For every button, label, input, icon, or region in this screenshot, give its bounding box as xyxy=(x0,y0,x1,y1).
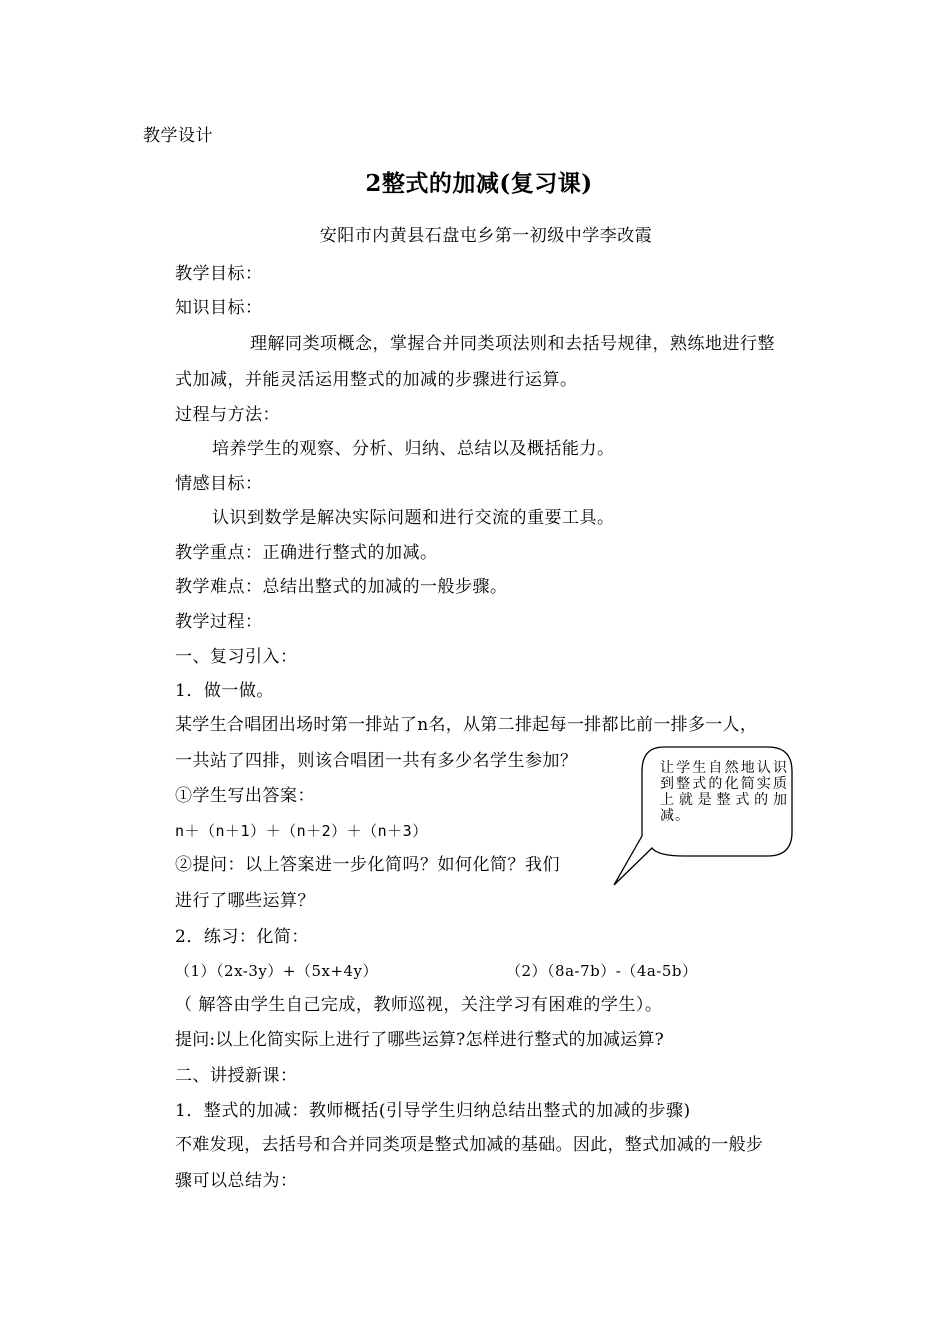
section-review: 一、复习引入： xyxy=(175,647,298,667)
exercise-1: （1）（2x-3y）+（5x+4y） xyxy=(175,962,379,980)
callout-text: 让学生自然地认识到整式的化简实质上就是整式的加减。 xyxy=(660,760,788,824)
document-author: 安阳市内黄县石盘屯乡第一初级中学李改霞 xyxy=(319,226,653,246)
difficulty-line: 教学难点：总结出整式的加减的一般步骤。 xyxy=(175,577,508,597)
paragraph-line: ②提问：以上答案进一步化简吗？如何化简？我们 xyxy=(175,855,560,875)
paragraph-line: 进行了哪些运算？ xyxy=(175,891,315,911)
key-point-line: 教学重点：正确进行整式的加减。 xyxy=(175,543,438,563)
section-knowledge-goals: 知识目标： xyxy=(175,298,263,318)
callout-bubble xyxy=(612,746,798,888)
section-new-lesson: 二、讲授新课： xyxy=(175,1066,298,1086)
paragraph-line: 一共站了四排，则该合唱团一共有多少名学生参加？ xyxy=(175,751,578,771)
section-teaching-goals: 教学目标： xyxy=(175,264,263,284)
section-emotional-goals: 情感目标： xyxy=(175,474,263,494)
paragraph-line: 某学生合唱团出场时第一排站了n名，从第二排起每一排都比前一排多一人， xyxy=(175,715,758,735)
paragraph-line: ①学生写出答案： xyxy=(175,786,315,806)
paragraph-line: 培养学生的观察、分析、归纳、总结以及概括能力。 xyxy=(212,439,615,459)
item-heading: 1．做一做。 xyxy=(175,681,274,701)
paragraph-line: 理解同类项概念，掌握合并同类项法则和去括号规律，熟练地进行整 xyxy=(250,334,775,354)
paragraph-line: 认识到数学是解决实际问题和进行交流的重要工具。 xyxy=(212,508,615,528)
item-heading: 1．整式的加减：教师概括(引导学生归纳总结出整式的加减的步骤) xyxy=(175,1101,691,1121)
document-header: 教学设计 xyxy=(143,126,213,146)
section-teaching-process: 教学过程： xyxy=(175,612,263,632)
paragraph-line: （ 解答由学生自己完成，教师巡视，关注学习有困难的学生）。 xyxy=(175,995,663,1015)
paragraph-line: 式加减，并能灵活运用整式的加减的步骤进行运算。 xyxy=(175,370,578,390)
section-process-methods: 过程与方法： xyxy=(175,405,280,425)
paragraph-line: 提问:以上化简实际上进行了哪些运算?怎样进行整式的加减运算? xyxy=(175,1030,664,1050)
exercise-2: （2）（8a-7b）-（4a-5b） xyxy=(506,962,698,980)
paragraph-line: 不难发现，去括号和合并同类项是整式加减的基础。因此，整式加减的一般步 xyxy=(175,1135,764,1155)
expression-line: n＋（n＋1）＋（n＋2）＋（n＋3） xyxy=(175,822,428,840)
paragraph-line: 骤可以总结为： xyxy=(175,1171,298,1191)
document-title: 2整式的加减(复习课) xyxy=(365,170,593,197)
item-heading: 2．练习：化简： xyxy=(175,927,309,947)
